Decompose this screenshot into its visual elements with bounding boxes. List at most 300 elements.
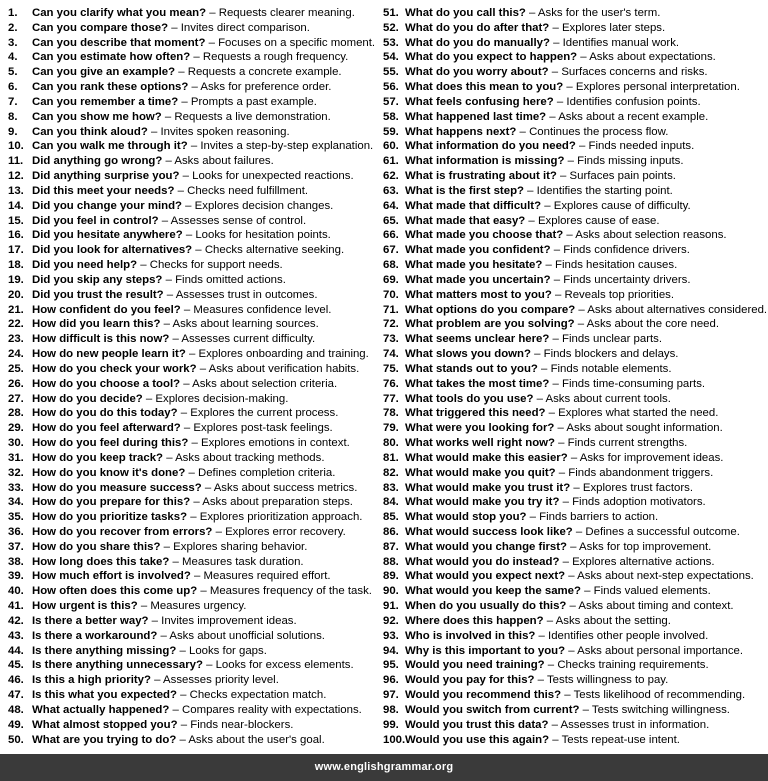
item-number: 80. <box>383 437 399 450</box>
question-text: Did this meet your needs? <box>32 184 175 197</box>
question-description: Surfaces concerns and risks. <box>561 66 708 79</box>
question-description: Looks for unexpected reactions. <box>192 170 354 183</box>
question-description: Assesses trust in information. <box>560 718 710 731</box>
separator-dash: – <box>182 199 195 212</box>
item-number: 37. <box>8 540 24 553</box>
question-description: Explores personal interpretation. <box>575 81 740 94</box>
item-number: 24. <box>8 348 24 361</box>
list-item <box>8 451 392 466</box>
question-description: Explores cause of ease. <box>537 214 660 227</box>
question-text: When do you usually do this? <box>405 600 567 613</box>
separator-dash: – <box>580 585 594 598</box>
question-description: Asks about preparation steps. <box>202 496 353 509</box>
list-item <box>8 50 392 65</box>
list-item <box>383 273 767 288</box>
question-description: Asks for improvement ideas. <box>579 451 724 464</box>
separator-dash: – <box>550 273 564 286</box>
list-item <box>8 466 392 481</box>
question-description: Asks about unofficial solutions. <box>169 629 325 642</box>
question-text: Did anything surprise you? <box>32 170 180 183</box>
item-number: 75. <box>383 362 399 375</box>
separator-dash: – <box>169 555 183 568</box>
question-description: Explores post-task feelings. <box>193 422 333 435</box>
question-text: What do you expect to happen? <box>405 51 578 64</box>
question-description: Invites spoken reasoning. <box>160 125 290 138</box>
question-text: What would you change first? <box>405 540 567 553</box>
question-text: What made you hesitate? <box>405 259 543 272</box>
item-number: 43. <box>8 629 24 642</box>
question-text: Why is this important to you? <box>405 644 566 657</box>
list-item <box>383 36 767 51</box>
list-item <box>383 466 767 481</box>
item-number: 31. <box>8 451 24 464</box>
question-description: Finds valued elements. <box>593 585 711 598</box>
list-item <box>8 80 392 95</box>
question-text: What would stop you? <box>405 511 527 524</box>
separator-dash: – <box>546 110 559 123</box>
separator-dash: – <box>575 140 589 153</box>
separator-dash: – <box>570 481 583 494</box>
separator-dash: – <box>185 348 199 361</box>
list-item <box>8 95 392 110</box>
question-description: Measures task duration. <box>182 555 304 568</box>
item-number: 46. <box>8 674 24 687</box>
separator-dash: – <box>187 511 200 524</box>
separator-dash: – <box>559 496 573 509</box>
question-description: Finds hesitation causes. <box>555 259 678 272</box>
item-number: 72. <box>383 318 399 331</box>
item-number: 71. <box>383 303 399 316</box>
list-item <box>383 629 767 644</box>
question-text: What takes the most time? <box>405 377 550 390</box>
question-text: What made you uncertain? <box>405 273 551 286</box>
separator-dash: – <box>162 155 175 168</box>
question-text: How confident do you feel? <box>32 303 181 316</box>
item-number: 5. <box>8 66 18 79</box>
separator-dash: – <box>179 170 193 183</box>
list-item <box>383 125 767 140</box>
separator-dash: – <box>554 422 567 435</box>
footer-banner <box>0 754 768 781</box>
question-text: What would success look like? <box>405 525 573 538</box>
separator-dash: – <box>544 659 558 672</box>
item-number: 96. <box>383 674 399 687</box>
question-description: Finds barriers to action. <box>539 511 659 524</box>
question-text: Did you feel in control? <box>32 214 159 227</box>
list-item <box>383 347 767 362</box>
question-description: Asks about the core need. <box>586 318 720 331</box>
item-number: 1. <box>8 7 18 19</box>
separator-dash: – <box>174 184 188 197</box>
item-number: 47. <box>8 689 24 702</box>
separator-dash: – <box>567 540 580 553</box>
question-text: Did anything go wrong? <box>32 155 163 168</box>
question-description: Checks need fulfillment. <box>187 184 309 197</box>
question-description: Finds near-blockers. <box>190 718 294 731</box>
question-list <box>0 6 768 748</box>
item-number: 36. <box>8 525 24 538</box>
question-description: Checks alternative seeking. <box>204 244 345 257</box>
list-item <box>383 154 767 169</box>
question-text: What problem are you solving? <box>405 318 575 331</box>
question-description: Finds adoption motivators. <box>572 496 706 509</box>
separator-dash: – <box>147 125 161 138</box>
separator-dash: – <box>551 288 565 301</box>
item-number: 21. <box>8 303 24 316</box>
separator-dash: – <box>553 95 567 108</box>
list-item <box>8 110 392 125</box>
list-item <box>383 733 767 748</box>
list-item <box>383 377 767 392</box>
question-text: Would you pay for this? <box>405 674 535 687</box>
separator-dash: – <box>549 21 562 34</box>
item-number: 76. <box>383 377 399 390</box>
list-item <box>8 258 392 273</box>
item-number: 50. <box>8 733 24 746</box>
list-item <box>8 65 392 80</box>
list-item <box>383 258 767 273</box>
question-description: Checks expectation match. <box>189 689 327 702</box>
separator-dash: – <box>555 466 569 479</box>
question-description: Asks about timing and context. <box>578 600 734 613</box>
item-number: 15. <box>8 214 24 227</box>
question-text: What matters most to you? <box>405 288 552 301</box>
question-description: Asks for top improvement. <box>579 540 712 553</box>
question-text: What tools do you use? <box>405 392 534 405</box>
item-number: 14. <box>8 199 24 212</box>
question-text: What made that difficult? <box>405 199 542 212</box>
separator-dash: – <box>550 244 564 257</box>
item-number: 20. <box>8 288 24 301</box>
list-item <box>8 510 392 525</box>
question-description: Asks about selection criteria. <box>192 377 338 390</box>
separator-dash: – <box>212 525 226 538</box>
list-item <box>383 718 767 733</box>
question-description: Asks about failures. <box>174 155 274 168</box>
question-text: How do you feel afterward? <box>32 422 181 435</box>
separator-dash: – <box>190 496 203 509</box>
item-number: 81. <box>383 451 399 464</box>
item-number: 12. <box>8 170 24 183</box>
separator-dash: – <box>190 570 204 583</box>
list-item <box>383 510 767 525</box>
list-item <box>383 50 767 65</box>
question-text: Did you trust the result? <box>32 288 164 301</box>
question-description: Requests a concrete example. <box>187 66 342 79</box>
question-text: Would you trust this data? <box>405 718 549 731</box>
separator-dash: – <box>577 51 590 64</box>
list-item <box>383 436 767 451</box>
item-number: 70. <box>383 288 399 301</box>
question-text: How do you share this? <box>32 540 161 553</box>
list-item <box>383 495 767 510</box>
item-number: 4. <box>8 51 18 64</box>
question-text: What almost stopped you? <box>32 718 178 731</box>
item-number: 48. <box>8 703 24 716</box>
question-text: What do you do manually? <box>405 36 550 49</box>
question-description: Explores emotions in context. <box>200 437 350 450</box>
question-description: Asks for preference order. <box>200 81 332 94</box>
item-number: 7. <box>8 95 18 108</box>
list-item <box>383 169 767 184</box>
item-number: 35. <box>8 511 24 524</box>
item-number: 53. <box>383 36 399 49</box>
item-number: 90. <box>383 585 399 598</box>
item-number: 91. <box>383 600 399 613</box>
question-text: Would you use this again? <box>405 733 550 746</box>
item-number: 59. <box>383 125 399 138</box>
list-item <box>383 525 767 540</box>
item-number: 54. <box>383 51 399 64</box>
separator-dash: – <box>549 333 563 346</box>
question-description: Prompts a past example. <box>190 95 317 108</box>
item-number: 18. <box>8 259 24 272</box>
separator-dash: – <box>157 629 170 642</box>
question-description: Requests clearer meaning. <box>218 7 355 19</box>
question-description: Explores what started the need. <box>558 407 719 420</box>
item-number: 77. <box>383 392 399 405</box>
item-number: 64. <box>383 199 399 212</box>
question-text: Who is involved in this? <box>405 629 536 642</box>
list-item <box>383 139 767 154</box>
separator-dash: – <box>526 511 540 524</box>
separator-dash: – <box>554 437 568 450</box>
separator-dash: – <box>549 377 562 390</box>
question-text: How do you decide? <box>32 392 143 405</box>
question-description: Asks about verification habits. <box>208 362 360 375</box>
question-column-right <box>383 6 767 747</box>
separator-dash: – <box>201 481 214 494</box>
list-item <box>383 644 767 659</box>
question-description: Looks for gaps. <box>188 644 267 657</box>
list-item <box>383 214 767 229</box>
question-text: What would make you trust it? <box>405 481 571 494</box>
separator-dash: – <box>196 362 209 375</box>
question-description: Focuses on a specific moment. <box>218 36 376 49</box>
separator-dash: – <box>182 229 196 242</box>
question-description: Tests likelihood of recommending. <box>573 689 746 702</box>
separator-dash: – <box>163 288 176 301</box>
list-item <box>8 673 392 688</box>
question-description: Finds needed inputs. <box>588 140 695 153</box>
question-text: How did you learn this? <box>32 318 161 331</box>
list-item <box>8 288 392 303</box>
separator-dash: – <box>175 66 188 79</box>
separator-dash: – <box>137 600 151 613</box>
item-number: 97. <box>383 689 399 702</box>
question-text: Did you look for alternatives? <box>32 244 193 257</box>
question-text: What happens next? <box>405 125 517 138</box>
list-item <box>8 362 392 377</box>
separator-dash: – <box>572 525 586 538</box>
question-description: Assesses current difficulty. <box>181 333 316 346</box>
separator-dash: – <box>176 689 190 702</box>
question-text: What information do you need? <box>405 140 576 153</box>
question-text: What works well right now? <box>405 437 555 450</box>
question-description: Continues the process flow. <box>529 125 669 138</box>
question-description: Checks training requirements. <box>557 659 709 672</box>
question-description: Checks for support needs. <box>149 259 283 272</box>
list-item <box>8 303 392 318</box>
question-text: How often does this come up? <box>32 585 198 598</box>
item-number: 73. <box>383 333 399 346</box>
question-description: Measures required effort. <box>203 570 331 583</box>
question-text: What would make this easier? <box>405 451 568 464</box>
item-number: 3. <box>8 36 18 49</box>
list-item <box>383 392 767 407</box>
separator-dash: – <box>563 81 576 94</box>
question-text: Can you clarify what you mean? <box>32 7 207 19</box>
question-description: Finds abandonment triggers. <box>568 466 714 479</box>
separator-dash: – <box>180 377 193 390</box>
item-number: 19. <box>8 273 24 286</box>
question-description: Asks about current tools. <box>545 392 671 405</box>
question-text: Is there anything missing? <box>32 644 177 657</box>
item-number: 23. <box>8 333 24 346</box>
question-text: Can you walk me through it? <box>32 140 188 153</box>
list-item <box>383 555 767 570</box>
list-item <box>8 6 392 21</box>
question-text: How do you know it's done? <box>32 466 186 479</box>
list-item <box>383 584 767 599</box>
list-item <box>383 21 767 36</box>
item-number: 74. <box>383 348 399 361</box>
question-text: How do you feel during this? <box>32 437 189 450</box>
item-number: 39. <box>8 570 24 583</box>
question-text: What do you do after that? <box>405 21 550 34</box>
question-description: Finds unclear parts. <box>562 333 663 346</box>
list-item <box>383 688 767 703</box>
question-description: Identifies the starting point. <box>536 184 673 197</box>
list-item <box>8 243 392 258</box>
question-description: Asks about the setting. <box>555 614 671 627</box>
list-item <box>8 436 392 451</box>
list-item <box>383 658 767 673</box>
question-text: What would make you try it? <box>405 496 560 509</box>
separator-dash: – <box>169 333 182 346</box>
question-description: Explores onboarding and training. <box>198 348 369 361</box>
question-text: What information is missing? <box>405 155 565 168</box>
item-number: 28. <box>8 407 24 420</box>
question-description: Looks for hesitation points. <box>195 229 331 242</box>
list-item <box>8 21 392 36</box>
question-text: What would you keep the same? <box>405 585 581 598</box>
separator-dash: – <box>548 718 561 731</box>
question-text: Would you recommend this? <box>405 689 562 702</box>
question-description: Identifies confusion points. <box>566 95 701 108</box>
list-item <box>383 481 767 496</box>
question-description: Explores decision-making. <box>155 392 289 405</box>
question-text: Is there a workaround? <box>32 629 158 642</box>
list-item <box>8 644 392 659</box>
question-description: Explores cause of difficulty. <box>553 199 691 212</box>
question-text: What is frustrating about it? <box>405 170 557 183</box>
list-item <box>383 703 767 718</box>
item-number: 52. <box>383 21 399 34</box>
question-description: Asks about tracking methods. <box>175 451 325 464</box>
footer-site-url: www.englishgrammar.org <box>314 761 454 773</box>
question-text: Can you estimate how often? <box>32 51 191 64</box>
separator-dash: – <box>185 466 198 479</box>
list-item <box>383 184 767 199</box>
list-item <box>8 317 392 332</box>
question-description: Measures confidence level. <box>193 303 332 316</box>
separator-dash: – <box>543 614 556 627</box>
question-text: What actually happened? <box>32 703 170 716</box>
separator-dash: – <box>205 36 219 49</box>
question-description: Explores alternative actions. <box>572 555 715 568</box>
separator-dash: – <box>534 674 547 687</box>
question-description: Explores error recovery. <box>225 525 346 538</box>
question-description: Asks about alternatives considered. <box>587 303 767 316</box>
list-item <box>383 80 767 95</box>
item-number: 29. <box>8 422 24 435</box>
question-text: How do you keep track? <box>32 451 164 464</box>
separator-dash: – <box>525 7 538 19</box>
separator-dash: – <box>148 614 162 627</box>
item-number: 83. <box>383 481 399 494</box>
question-text: What is the first step? <box>405 184 524 197</box>
list-item <box>8 125 392 140</box>
question-description: Assesses priority level. <box>163 674 279 687</box>
item-number: 67. <box>383 244 399 257</box>
separator-dash: – <box>575 303 588 316</box>
separator-dash: – <box>561 689 574 702</box>
separator-dash: – <box>160 318 173 331</box>
question-description: Identifies other people involved. <box>548 629 709 642</box>
question-text: What would you do instead? <box>405 555 560 568</box>
separator-dash: – <box>190 51 203 64</box>
question-description: Compares reality with expectations. <box>182 703 362 716</box>
item-number: 17. <box>8 244 24 257</box>
separator-dash: – <box>188 437 201 450</box>
question-description: Explores decision changes. <box>194 199 334 212</box>
list-item <box>8 525 392 540</box>
list-item <box>8 614 392 629</box>
list-item <box>8 495 392 510</box>
list-item <box>8 481 392 496</box>
separator-dash: – <box>158 214 171 227</box>
question-text: How do you choose a tool? <box>32 377 181 390</box>
item-number: 6. <box>8 81 18 94</box>
separator-dash: – <box>556 170 570 183</box>
list-item <box>8 406 392 421</box>
question-text: Can you show me how? <box>32 110 162 123</box>
separator-dash: – <box>177 407 191 420</box>
item-number: 42. <box>8 614 24 627</box>
question-description: Tests repeat-use intent. <box>561 733 680 746</box>
question-description: Finds blockers and delays. <box>543 348 679 361</box>
question-description: Defines a successful outcome. <box>585 525 740 538</box>
item-number: 45. <box>8 659 24 672</box>
separator-dash: – <box>533 392 546 405</box>
question-description: Defines completion criteria. <box>197 466 336 479</box>
question-text: How do you prioritize tasks? <box>32 511 188 524</box>
separator-dash: – <box>202 659 216 672</box>
list-item <box>8 733 392 748</box>
item-number: 69. <box>383 273 399 286</box>
question-text: How do you check your work? <box>32 362 197 375</box>
question-description: Asks about next-step expectations. <box>577 570 754 583</box>
list-item <box>8 199 392 214</box>
item-number: 88. <box>383 555 399 568</box>
separator-dash: – <box>545 407 559 420</box>
list-item <box>8 139 392 154</box>
item-number: 85. <box>383 511 399 524</box>
item-number: 56. <box>383 81 399 94</box>
list-item <box>8 228 392 243</box>
separator-dash: – <box>177 718 191 731</box>
